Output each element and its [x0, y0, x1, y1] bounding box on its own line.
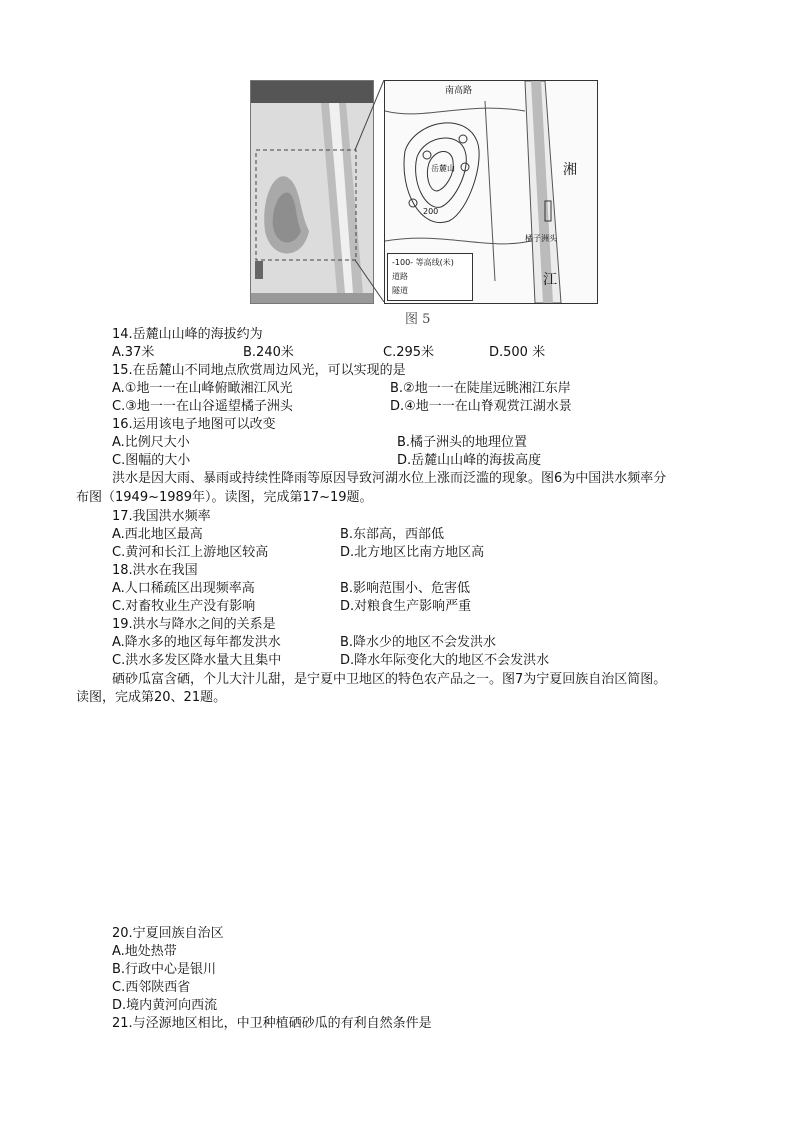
q15-option-a: A.①地一一在山峰俯瞰湘江风光 — [112, 381, 293, 396]
q14-option-c: C.295米 — [383, 345, 435, 360]
selenium-passage-line2: 读图，完成第20、21题。 — [76, 690, 227, 705]
map-label-island: 橘子洲头 — [525, 234, 557, 243]
q14-option-b: B.240米 — [243, 345, 294, 360]
q16-option-a: A.比例尺大小 — [112, 435, 190, 450]
selenium-passage-line1: 硒砂瓜富含硒，个儿大汁儿甜，是宁夏中卫地区的特色农产品之一。图7为宁夏回族自治区简图。 — [112, 672, 667, 687]
map-label-contour: 200 — [423, 207, 439, 216]
q16-option-c: C.图幅的大小 — [112, 453, 191, 468]
legend-road: 道路 — [392, 272, 408, 281]
map-label-jiang: 江 — [543, 272, 557, 288]
q14-option-a: A.37米 — [112, 345, 155, 360]
q15-option-c: C.③地一一在山谷遥望橘子洲头 — [112, 399, 293, 414]
q14-option-d: D.500 米 — [489, 345, 546, 360]
q18-stem: 18.洪水在我国 — [112, 563, 198, 578]
q17-option-b: B.东部高，西部低 — [340, 527, 445, 542]
q19-option-d: D.降水年际变化大的地区不会发洪水 — [340, 653, 550, 668]
q17-option-a: A.西北地区最高 — [112, 527, 203, 542]
q20-option-c: C.西邻陕西省 — [112, 980, 191, 995]
q19-option-b: B.降水少的地区不会发洪水 — [340, 635, 497, 650]
q21-stem: 21.与泾源地区相比，中卫种植硒砂瓜的有利自然条件是 — [112, 1016, 432, 1031]
map-label-north-street: 南高路 — [445, 86, 473, 96]
q20-option-b: B.行政中心是银川 — [112, 962, 217, 977]
q19-option-c: C.洪水多发区降水量大且集中 — [112, 653, 282, 668]
map-label-mountain: 岳麓山 — [431, 164, 455, 173]
q18-option-c: C.对畜牧业生产没有影响 — [112, 599, 256, 614]
figure-5-caption: 图 5 — [405, 312, 431, 327]
flood-passage-line2: 布图（1949~1989年）。读图，完成第17~19题。 — [76, 490, 373, 505]
legend-contour: -100- 等高线(米) — [392, 258, 454, 267]
map-legend — [387, 253, 473, 301]
map-label-xiang: 湘 — [563, 162, 577, 178]
q14-stem: 14.岳麓山山峰的海拔约为 — [112, 327, 263, 342]
q19-option-a: A.降水多的地区每年都发洪水 — [112, 635, 281, 650]
q17-option-d: D.北方地区比南方地区高 — [340, 545, 485, 560]
q18-option-b: B.影响范围小、危害低 — [340, 581, 471, 596]
figure-5 — [250, 80, 596, 327]
q15-option-b: B.②地一一在陡崖远眺湘江东岸 — [390, 381, 571, 396]
q15-stem: 15.在岳麓山不同地点欣赏周边风光，可以实现的是 — [112, 363, 406, 378]
zoom-contour-map — [384, 80, 598, 304]
q17-stem: 17.我国洪水频率 — [112, 509, 211, 524]
q20-option-d: D.境内黄河向西流 — [112, 998, 218, 1013]
q16-option-b: B.橘子洲头的地理位置 — [397, 435, 528, 450]
q16-stem: 16.运用该电子地图可以改变 — [112, 417, 276, 432]
q18-option-a: A.人口稀疏区出现频率高 — [112, 581, 255, 596]
q20-stem: 20.宁夏回族自治区 — [112, 926, 224, 941]
legend-tunnel: 隧道 — [392, 286, 408, 295]
q17-option-c: C.黄河和长江上游地区较高 — [112, 545, 269, 560]
flood-passage-line1: 洪水是因大雨、暴雨或持续性降雨等原因导致河湖水位上涨而泛滥的现象。图6为中国洪水频率分 — [112, 471, 667, 486]
q16-option-d: D.岳麓山山峰的海拔高度 — [397, 453, 542, 468]
q15-option-d: D.④地一一在山脊观赏江湖水景 — [390, 399, 572, 414]
q18-option-d: D.对粮食生产影响严重 — [340, 599, 472, 614]
q19-stem: 19.洪水与降水之间的关系是 — [112, 617, 276, 632]
q20-option-a: A.地处热带 — [112, 944, 177, 959]
